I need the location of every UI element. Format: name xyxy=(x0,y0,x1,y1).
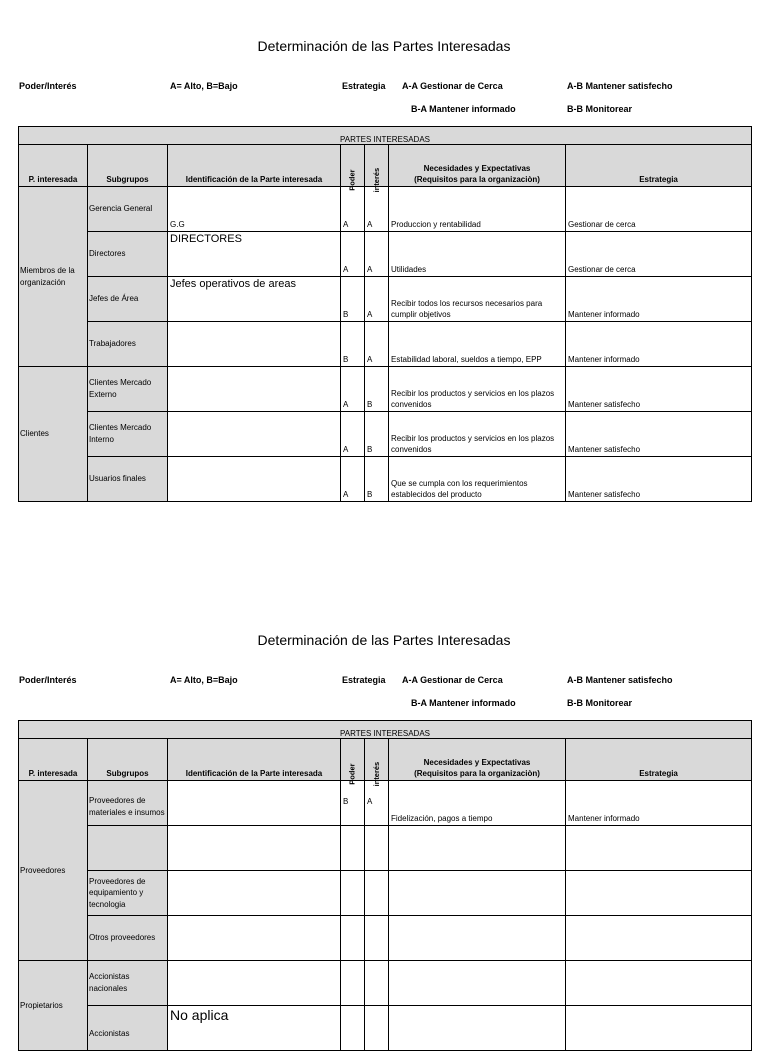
group-miembros: Miembros de la organización xyxy=(19,187,88,367)
necesidades-cell: Recibir todos los recursos necesarios para cumplir objetivos xyxy=(389,277,566,322)
stakeholder-table xyxy=(18,720,752,1051)
poder-interes-label: Poder/Interés xyxy=(19,675,77,685)
legend-aa: A-A Gestionar de Cerca xyxy=(402,81,503,91)
header-identificacion: Identificación de la Parte interesada xyxy=(168,739,341,781)
subgroup-cell: Otros proveedores xyxy=(88,916,168,961)
poder-cell: A xyxy=(341,412,365,457)
ident-cell xyxy=(168,457,341,502)
estrategia-label: Estrategia xyxy=(342,81,386,91)
ident-cell xyxy=(168,871,341,916)
estrategia-cell: Mantener satisfecho xyxy=(566,457,752,502)
interes-cell xyxy=(365,916,389,961)
estrategia-cell: Gestionar de cerca xyxy=(566,232,752,277)
legend-ba: B-A Mantener informado xyxy=(411,104,516,114)
page-title: Determinación de las Partes Interesadas xyxy=(257,38,511,54)
page-1 xyxy=(0,0,768,520)
table-row xyxy=(19,412,752,457)
table-row xyxy=(19,826,752,871)
interes-cell: A xyxy=(365,322,389,367)
estrategia-cell: Mantener informado xyxy=(566,322,752,367)
header-poder: Poder xyxy=(341,145,365,187)
necesidades-cell: Estabilidad laboral, sueldos a tiempo, EPP xyxy=(389,322,566,367)
necesidades-cell xyxy=(389,871,566,916)
poder-cell: A xyxy=(341,232,365,277)
table-row xyxy=(19,277,752,322)
poder-cell: B xyxy=(341,781,365,826)
poder-cell xyxy=(341,826,365,871)
subgroup-cell xyxy=(88,826,168,871)
ident-cell xyxy=(168,826,341,871)
necesidades-cell: Fidelización, pagos a tiempo xyxy=(389,781,566,826)
table-banner: PARTES INTERESADAS xyxy=(19,721,752,739)
interes-cell: A xyxy=(365,277,389,322)
header-p-interesada: P. interesada xyxy=(19,145,88,187)
table-row xyxy=(19,457,752,502)
header-poder: Poder xyxy=(341,739,365,781)
header-necesidades: Necesidades y Expectativas (Requisitos para la organizaciòn) xyxy=(389,739,566,781)
ident-cell xyxy=(168,412,341,457)
header-identificacion: Identificación de la Parte interesada xyxy=(168,145,341,187)
necesidades-cell xyxy=(389,961,566,1006)
table-row xyxy=(19,232,752,277)
table-row xyxy=(19,322,752,367)
scale-label: A= Alto, B=Bajo xyxy=(170,675,238,685)
poder-cell: A xyxy=(341,187,365,232)
legend-aa: A-A Gestionar de Cerca xyxy=(402,675,503,685)
subgroup-cell: Proveedores de equipamiento y tecnologia xyxy=(88,871,168,916)
interes-cell xyxy=(365,871,389,916)
estrategia-cell xyxy=(566,871,752,916)
estrategia-cell xyxy=(566,961,752,1006)
interes-cell xyxy=(365,961,389,1006)
estrategia-label: Estrategia xyxy=(342,675,386,685)
estrategia-cell: Mantener informado xyxy=(566,277,752,322)
table-row xyxy=(19,916,752,961)
table-banner: PARTES INTERESADAS xyxy=(19,127,752,145)
estrategia-cell xyxy=(566,826,752,871)
poder-cell: B xyxy=(341,277,365,322)
ident-cell xyxy=(168,916,341,961)
poder-cell xyxy=(341,916,365,961)
table-row xyxy=(19,187,752,232)
group-propietarios: Propietarios xyxy=(19,961,88,1051)
header-subgrupos: Subgrupos xyxy=(88,739,168,781)
necesidades-cell xyxy=(389,916,566,961)
legend-bb: B-B Monitorear xyxy=(567,104,632,114)
interes-cell: B xyxy=(365,367,389,412)
poder-cell: A xyxy=(341,367,365,412)
interes-cell: A xyxy=(365,187,389,232)
stakeholder-table xyxy=(18,126,752,502)
interes-cell: B xyxy=(365,457,389,502)
ident-cell xyxy=(168,367,341,412)
legend-ab: A-B Mantener satisfecho xyxy=(567,81,673,91)
header-interes: interés xyxy=(365,739,389,781)
poder-cell xyxy=(341,1006,365,1051)
estrategia-cell: Mantener satisfecho xyxy=(566,367,752,412)
subgroup-cell: Gerencia General xyxy=(88,187,168,232)
table-row xyxy=(19,367,752,412)
necesidades-cell: Recibir los productos y servicios en los plazos convenidos xyxy=(389,367,566,412)
necesidades-cell: Utilidades xyxy=(389,232,566,277)
ident-cell xyxy=(168,781,341,826)
header-estrategia: Estrategia xyxy=(566,145,752,187)
estrategia-cell: Mantener satisfecho xyxy=(566,412,752,457)
interes-cell: A xyxy=(365,781,389,826)
subgroup-cell: Jefes de Área xyxy=(88,277,168,322)
poder-interes-label: Poder/Interés xyxy=(19,81,77,91)
subgroup-cell: Accionistas nacionales xyxy=(88,961,168,1006)
necesidades-cell xyxy=(389,1006,566,1051)
subgroup-cell: Proveedores de materiales e insumos xyxy=(88,781,168,826)
table-row xyxy=(19,1006,752,1051)
header-subgrupos: Subgrupos xyxy=(88,145,168,187)
ident-cell: No aplica xyxy=(168,1006,341,1051)
necesidades-cell xyxy=(389,826,566,871)
ident-cell: G.G xyxy=(168,187,341,232)
ident-cell: DIRECTORES xyxy=(168,232,341,277)
poder-cell: B xyxy=(341,322,365,367)
interes-cell: A xyxy=(365,232,389,277)
group-proveedores: Proveedores xyxy=(19,781,88,961)
necesidades-cell: Produccion y rentabilidad xyxy=(389,187,566,232)
poder-cell xyxy=(341,871,365,916)
estrategia-cell: Gestionar de cerca xyxy=(566,187,752,232)
estrategia-cell: Mantener informado xyxy=(566,781,752,826)
poder-cell: A xyxy=(341,457,365,502)
legend-ab: A-B Mantener satisfecho xyxy=(567,675,673,685)
scale-label: A= Alto, B=Bajo xyxy=(170,81,238,91)
table-row xyxy=(19,871,752,916)
subgroup-cell: Clientes Mercado Externo xyxy=(88,367,168,412)
ident-cell: Jefes operativos de areas xyxy=(168,277,341,322)
subgroup-cell: Accionistas xyxy=(88,1006,168,1051)
necesidades-cell: Recibir los productos y servicios en los plazos convenidos xyxy=(389,412,566,457)
interes-cell: B xyxy=(365,412,389,457)
header-necesidades: Necesidades y Expectativas (Requisitos para la organizaciòn) xyxy=(389,145,566,187)
table-row xyxy=(19,781,752,826)
table-row xyxy=(19,961,752,1006)
necesidades-cell: Que se cumpla con los requerimientos establecidos del producto xyxy=(389,457,566,502)
ident-cell xyxy=(168,961,341,1006)
header-interes: interés xyxy=(365,145,389,187)
subgroup-cell: Clientes Mercado Interno xyxy=(88,412,168,457)
interes-cell xyxy=(365,1006,389,1051)
page-2 xyxy=(0,594,768,1039)
estrategia-cell xyxy=(566,1006,752,1051)
header-p-interesada: P. interesada xyxy=(19,739,88,781)
estrategia-cell xyxy=(566,916,752,961)
subgroup-cell: Directores xyxy=(88,232,168,277)
poder-cell xyxy=(341,961,365,1006)
legend-bb: B-B Monitorear xyxy=(567,698,632,708)
ident-cell xyxy=(168,322,341,367)
legend-ba: B-A Mantener informado xyxy=(411,698,516,708)
subgroup-cell: Trabajadores xyxy=(88,322,168,367)
header-estrategia: Estrategia xyxy=(566,739,752,781)
interes-cell xyxy=(365,826,389,871)
subgroup-cell: Usuarios finales xyxy=(88,457,168,502)
group-clientes: Clientes xyxy=(19,367,88,502)
page-title: Determinación de las Partes Interesadas xyxy=(257,632,511,648)
